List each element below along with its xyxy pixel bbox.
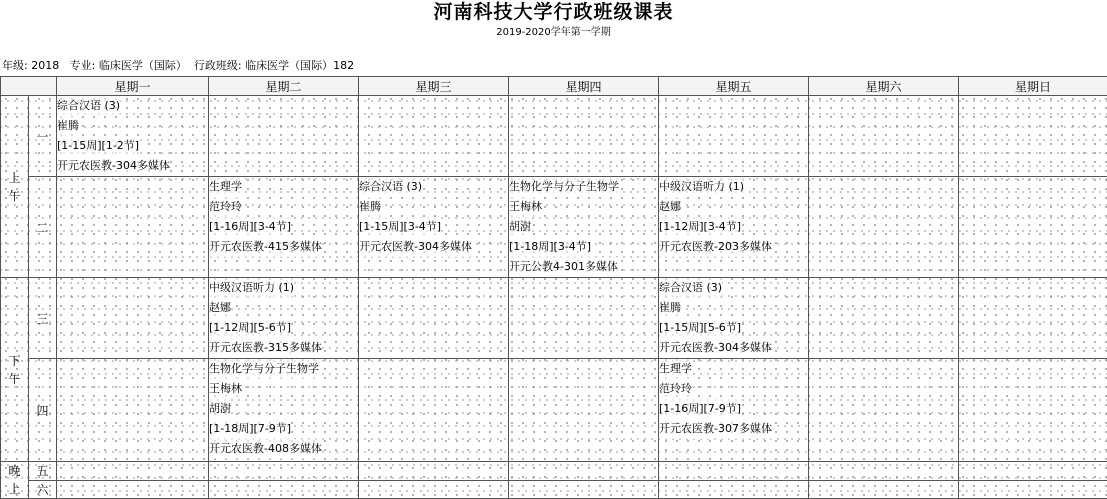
course-line: [1-12周][5-6节]: [209, 318, 291, 338]
course-cell[interactable]: [57, 96, 209, 177]
course-line: 综合汉语 (3): [57, 96, 120, 116]
course-line: [1-15周][1-2节]: [57, 136, 139, 156]
empty-cell: [509, 359, 659, 462]
day-header-fri: 星期五: [659, 77, 809, 96]
course-line: 中级汉语听力 (1): [209, 278, 294, 298]
course-line: 开元农医教-304多媒体: [359, 237, 472, 257]
course-line: 生理学: [659, 359, 692, 379]
empty-cell: [509, 96, 659, 177]
empty-cell: [359, 480, 509, 499]
period-3: 三: [29, 278, 57, 359]
empty-cell: [809, 462, 959, 481]
period-6: 六: [29, 480, 57, 499]
course-line: [1-16周][3-4节]: [209, 217, 291, 237]
course-line: 胡澍: [209, 399, 231, 419]
day-header-thu: 星期四: [509, 77, 659, 96]
course-line: 开元农医教-408多媒体: [209, 439, 322, 459]
half-morning: 上 午: [1, 96, 29, 278]
empty-cell: [57, 359, 209, 462]
course-line: 生理学: [209, 177, 242, 197]
empty-cell: [57, 177, 209, 278]
half-afternoon: 下 午: [1, 278, 29, 462]
empty-cell: [809, 278, 959, 359]
course-line: 开元农医教-304多媒体: [659, 338, 772, 358]
course-line: 中级汉语听力 (1): [659, 177, 744, 197]
course-line: 开元农医教-304多媒体: [57, 156, 170, 176]
course-cell[interactable]: [209, 359, 359, 462]
empty-cell: [57, 278, 209, 359]
course-line: 开元农医教-307多媒体: [659, 419, 772, 439]
course-line: [1-18周][3-4节]: [509, 237, 591, 257]
empty-cell: [659, 462, 809, 481]
empty-cell: [809, 96, 959, 177]
course-line: 王梅林: [509, 197, 542, 217]
course-line: 开元农医教-415多媒体: [209, 237, 322, 257]
empty-cell: [359, 462, 509, 481]
course-line: 赵娜: [659, 197, 681, 217]
course-line: 崔腾: [659, 298, 681, 318]
day-header-tue: 星期二: [209, 77, 359, 96]
half-evening: 晚 上: [1, 462, 29, 499]
course-line: 开元农医教-315多媒体: [209, 338, 322, 358]
empty-cell: [509, 278, 659, 359]
course-line: 崔腾: [57, 116, 79, 136]
empty-cell: [809, 480, 959, 499]
period-1: 一: [29, 96, 57, 177]
period-5: 五: [29, 462, 57, 481]
period-2: 二: [29, 177, 57, 278]
course-cell[interactable]: [209, 177, 359, 278]
empty-cell: [509, 462, 659, 481]
day-header-wed: 星期三: [359, 77, 509, 96]
course-cell[interactable]: [509, 177, 659, 278]
empty-cell: [209, 96, 359, 177]
empty-cell: [659, 96, 809, 177]
course-line: 开元农医教-203多媒体: [659, 237, 772, 257]
course-line: 胡澍: [509, 217, 531, 237]
empty-cell: [659, 480, 809, 499]
course-line: 综合汉语 (3): [359, 177, 422, 197]
empty-cell: [959, 359, 1107, 462]
page-title: 河南科技大学行政班级课表: [0, 0, 1107, 24]
empty-cell: [509, 480, 659, 499]
empty-cell: [959, 462, 1107, 481]
empty-cell: [359, 96, 509, 177]
corner-header: [1, 77, 57, 96]
class-info: 年级: 2018 专业: 临床医学（国际） 行政班级: 临床医学（国际）182: [2, 57, 354, 73]
course-cell[interactable]: [659, 177, 809, 278]
course-cell[interactable]: [659, 359, 809, 462]
course-line: 范玲玲: [659, 379, 692, 399]
empty-cell: [359, 359, 509, 462]
course-line: 王梅林: [209, 379, 242, 399]
period-4: 四: [29, 359, 57, 462]
course-line: 生物化学与分子生物学: [509, 177, 619, 197]
empty-cell: [959, 278, 1107, 359]
empty-cell: [809, 177, 959, 278]
course-line: 开元公教4-301多媒体: [509, 257, 618, 277]
empty-cell: [359, 278, 509, 359]
empty-cell: [57, 462, 209, 481]
empty-cell: [809, 359, 959, 462]
course-line: [1-12周][3-4节]: [659, 217, 741, 237]
semester-label: 2019-2020学年第一学期: [0, 23, 1107, 38]
course-line: 崔腾: [359, 197, 381, 217]
empty-cell: [959, 480, 1107, 499]
empty-cell: [209, 462, 359, 481]
empty-cell: [209, 480, 359, 499]
empty-cell: [57, 480, 209, 499]
course-line: [1-15周][5-6节]: [659, 318, 741, 338]
day-header-sat: 星期六: [809, 77, 959, 96]
day-header-mon: 星期一: [57, 77, 209, 96]
course-line: 赵娜: [209, 298, 231, 318]
course-line: 综合汉语 (3): [659, 278, 722, 298]
empty-cell: [959, 96, 1107, 177]
course-line: 生物化学与分子生物学: [209, 359, 319, 379]
course-cell[interactable]: [359, 177, 509, 278]
course-line: 范玲玲: [209, 197, 242, 217]
course-line: [1-18周][7-9节]: [209, 419, 291, 439]
timetable: [0, 76, 1107, 499]
course-line: [1-16周][7-9节]: [659, 399, 741, 419]
course-cell[interactable]: [209, 278, 359, 359]
course-line: [1-15周][3-4节]: [359, 217, 441, 237]
empty-cell: [959, 177, 1107, 278]
course-cell[interactable]: [659, 278, 809, 359]
day-header-sun: 星期日: [959, 77, 1107, 96]
